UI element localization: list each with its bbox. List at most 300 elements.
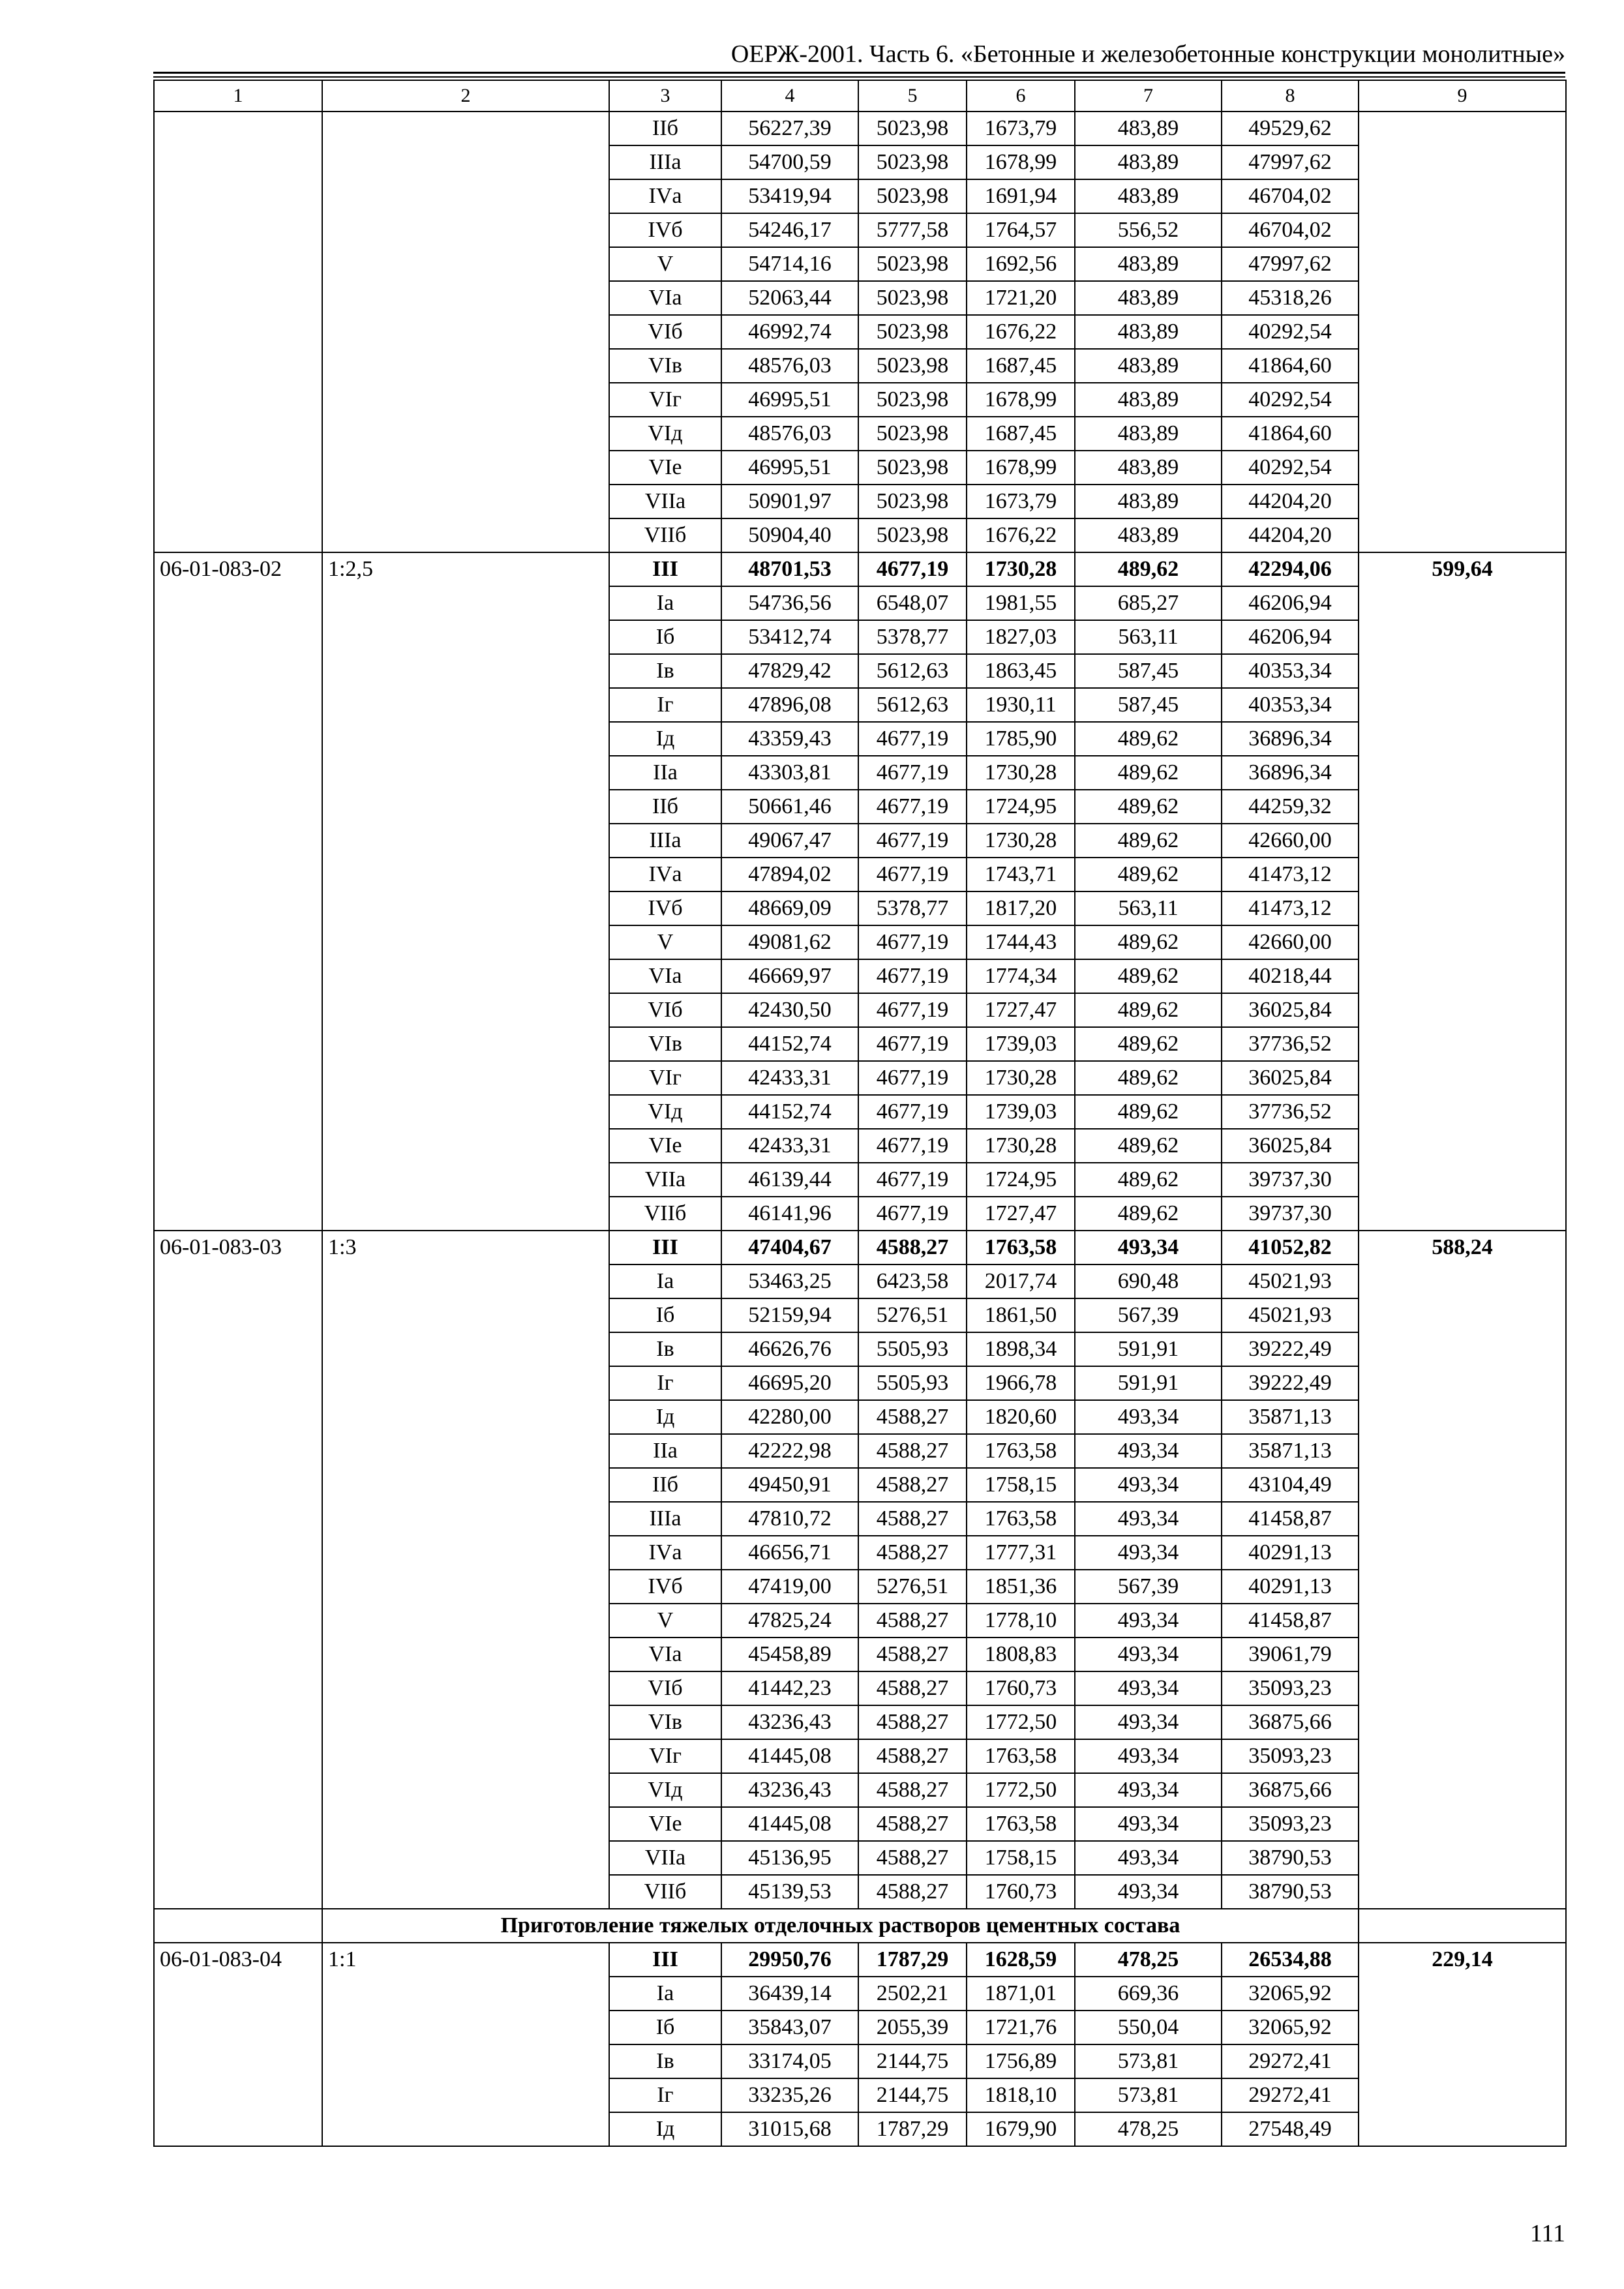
value-cell-c5: 4677,19 bbox=[858, 1061, 967, 1095]
value-cell-c5: 4677,19 bbox=[858, 858, 967, 891]
value-cell-c5: 1787,29 bbox=[858, 2112, 967, 2146]
zone-cell: IVа bbox=[609, 179, 721, 213]
value-cell-c7: 493,34 bbox=[1075, 1638, 1222, 1671]
zone-cell: VIIб bbox=[609, 1197, 721, 1231]
zone-cell: IIIа bbox=[609, 1502, 721, 1536]
value-cell-c7: 591,91 bbox=[1075, 1332, 1222, 1366]
ratio-cell bbox=[322, 112, 609, 552]
value-cell-c4: 41445,08 bbox=[721, 1739, 858, 1773]
value-cell-c7: 489,62 bbox=[1075, 1027, 1222, 1061]
value-cell-c7: 489,62 bbox=[1075, 1095, 1222, 1129]
value-cell-c6: 1817,20 bbox=[967, 891, 1075, 925]
value-cell-c5: 4588,27 bbox=[858, 1875, 967, 1909]
value-cell-c7: 483,89 bbox=[1075, 145, 1222, 179]
value-cell-c4: 36439,14 bbox=[721, 1977, 858, 2011]
value-cell-c7: 493,34 bbox=[1075, 1671, 1222, 1705]
value-cell-c6: 1730,28 bbox=[967, 1061, 1075, 1095]
value-cell-c8: 41458,87 bbox=[1222, 1502, 1359, 1536]
value-cell-c7: 591,91 bbox=[1075, 1366, 1222, 1400]
value-cell-c6: 1758,15 bbox=[967, 1841, 1075, 1875]
value-cell-c4: 48669,09 bbox=[721, 891, 858, 925]
value-cell-c6: 1678,99 bbox=[967, 145, 1075, 179]
value-cell-c8: 39061,79 bbox=[1222, 1638, 1359, 1671]
value-cell-c4: 44152,74 bbox=[721, 1027, 858, 1061]
value-cell-c7: 489,62 bbox=[1075, 858, 1222, 891]
value-cell-c4: 47825,24 bbox=[721, 1604, 858, 1638]
value-cell-c4: 50904,40 bbox=[721, 518, 858, 552]
value-cell-c5: 4677,19 bbox=[858, 993, 967, 1027]
zone-cell: Iб bbox=[609, 1298, 721, 1332]
zone-cell: Iа bbox=[609, 1264, 721, 1298]
value-cell-c8: 39222,49 bbox=[1222, 1366, 1359, 1400]
value-cell-c6: 1861,50 bbox=[967, 1298, 1075, 1332]
value-cell-c5: 5777,58 bbox=[858, 213, 967, 247]
value-cell-c7: 493,34 bbox=[1075, 1705, 1222, 1739]
rate-code-cell: 06-01-083-04 bbox=[154, 1943, 322, 2146]
value-cell-c5: 4588,27 bbox=[858, 1604, 967, 1638]
value-cell-c8: 32065,92 bbox=[1222, 2011, 1359, 2044]
value-cell-c5: 4588,27 bbox=[858, 1638, 967, 1671]
value-cell-c4: 49067,47 bbox=[721, 824, 858, 858]
zone-cell: Iд bbox=[609, 722, 721, 756]
zone-cell: IIб bbox=[609, 112, 721, 145]
value-cell-c4: 46995,51 bbox=[721, 383, 858, 417]
value-cell-c6: 1778,10 bbox=[967, 1604, 1075, 1638]
value-cell-c4: 46139,44 bbox=[721, 1163, 858, 1197]
value-cell-c6: 1774,34 bbox=[967, 959, 1075, 993]
value-cell-c7: 489,62 bbox=[1075, 1061, 1222, 1095]
value-cell-c5: 4588,27 bbox=[858, 1705, 967, 1739]
value-cell-c8: 39737,30 bbox=[1222, 1197, 1359, 1231]
value-cell-c6: 1827,03 bbox=[967, 620, 1075, 654]
value-cell-c4: 46141,96 bbox=[721, 1197, 858, 1231]
value-cell-c4: 43359,43 bbox=[721, 722, 858, 756]
value-cell-c5: 2144,75 bbox=[858, 2078, 967, 2112]
value-cell-c8: 41052,82 bbox=[1222, 1231, 1359, 1264]
value-cell-c7: 489,62 bbox=[1075, 993, 1222, 1027]
value-cell-c7: 573,81 bbox=[1075, 2078, 1222, 2112]
zone-cell: Iд bbox=[609, 1400, 721, 1434]
value-cell-c8: 27548,49 bbox=[1222, 2112, 1359, 2146]
zone-cell: Iд bbox=[609, 2112, 721, 2146]
value-cell-c7: 489,62 bbox=[1075, 1197, 1222, 1231]
value-cell-c7: 493,34 bbox=[1075, 1875, 1222, 1909]
value-cell-c8: 46206,94 bbox=[1222, 620, 1359, 654]
value-cell-c7: 483,89 bbox=[1075, 417, 1222, 451]
value-cell-c4: 53419,94 bbox=[721, 179, 858, 213]
value-cell-c4: 29950,76 bbox=[721, 1943, 858, 1977]
zone-cell: IVб bbox=[609, 891, 721, 925]
zone-cell: VIв bbox=[609, 1705, 721, 1739]
value-cell-c5: 5378,77 bbox=[858, 620, 967, 654]
value-cell-c7: 493,34 bbox=[1075, 1807, 1222, 1841]
value-cell-c7: 489,62 bbox=[1075, 790, 1222, 824]
value-cell-c8: 26534,88 bbox=[1222, 1943, 1359, 1977]
value-cell-c6: 1730,28 bbox=[967, 552, 1075, 586]
rate-code-cell: 06-01-083-03 bbox=[154, 1231, 322, 1909]
value-cell-c5: 4677,19 bbox=[858, 756, 967, 790]
value-cell-c5: 5612,63 bbox=[858, 654, 967, 688]
value-cell-c8: 40292,54 bbox=[1222, 383, 1359, 417]
value-cell-c4: 45458,89 bbox=[721, 1638, 858, 1671]
zone-cell: VIг bbox=[609, 1061, 721, 1095]
value-cell-c7: 493,34 bbox=[1075, 1604, 1222, 1638]
value-cell-c6: 1692,56 bbox=[967, 247, 1075, 281]
value-cell-c4: 54736,56 bbox=[721, 586, 858, 620]
value-cell-c8: 35871,13 bbox=[1222, 1434, 1359, 1468]
zone-cell: VIе bbox=[609, 1807, 721, 1841]
zone-cell: VIб bbox=[609, 1671, 721, 1705]
value-cell-c8: 35093,23 bbox=[1222, 1807, 1359, 1841]
value-cell-c7: 493,34 bbox=[1075, 1231, 1222, 1264]
value-cell-c6: 1777,31 bbox=[967, 1536, 1075, 1570]
value-cell-c5: 5276,51 bbox=[858, 1298, 967, 1332]
value-cell-c7: 669,36 bbox=[1075, 1977, 1222, 2011]
value-cell-c6: 1727,47 bbox=[967, 1197, 1075, 1231]
value-cell-c8: 47997,62 bbox=[1222, 247, 1359, 281]
value-cell-c8: 40292,54 bbox=[1222, 451, 1359, 485]
zone-cell: VIд bbox=[609, 417, 721, 451]
value-cell-c6: 1687,45 bbox=[967, 349, 1075, 383]
value-cell-c8: 46704,02 bbox=[1222, 213, 1359, 247]
value-cell-c6: 1743,71 bbox=[967, 858, 1075, 891]
value-cell-c6: 1730,28 bbox=[967, 1129, 1075, 1163]
value-cell-c7: 587,45 bbox=[1075, 654, 1222, 688]
table-body bbox=[154, 112, 1566, 2146]
value-cell-c7: 563,11 bbox=[1075, 620, 1222, 654]
value-cell-c8: 29272,41 bbox=[1222, 2044, 1359, 2078]
value-cell-c8: 38790,53 bbox=[1222, 1841, 1359, 1875]
col-number-4: 4 bbox=[721, 80, 858, 112]
value-cell-c6: 1820,60 bbox=[967, 1400, 1075, 1434]
value-cell-c7: 478,25 bbox=[1075, 2112, 1222, 2146]
value-cell-c8: 47997,62 bbox=[1222, 145, 1359, 179]
value-cell-c8: 36025,84 bbox=[1222, 993, 1359, 1027]
zone-cell: IVб bbox=[609, 213, 721, 247]
value-cell-c4: 46626,76 bbox=[721, 1332, 858, 1366]
value-cell-c5: 4588,27 bbox=[858, 1536, 967, 1570]
value-cell-c4: 42222,98 bbox=[721, 1434, 858, 1468]
zone-cell: V bbox=[609, 1604, 721, 1638]
value-cell-c5: 5023,98 bbox=[858, 179, 967, 213]
value-cell-c7: 489,62 bbox=[1075, 1129, 1222, 1163]
value-cell-c5: 5023,98 bbox=[858, 518, 967, 552]
value-cell-c6: 1871,01 bbox=[967, 1977, 1075, 2011]
value-cell-c7: 493,34 bbox=[1075, 1502, 1222, 1536]
value-cell-c7: 483,89 bbox=[1075, 179, 1222, 213]
value-cell-c8: 36875,66 bbox=[1222, 1705, 1359, 1739]
value-cell-c8: 29272,41 bbox=[1222, 2078, 1359, 2112]
value-cell-c7: 493,34 bbox=[1075, 1400, 1222, 1434]
value-cell-c6: 1863,45 bbox=[967, 654, 1075, 688]
value-cell-c7: 567,39 bbox=[1075, 1298, 1222, 1332]
value-cell-c5: 5612,63 bbox=[858, 688, 967, 722]
page-header-title: ОЕРЖ-2001. Часть 6. «Бетонные и железобетонные конструкции монолитные» bbox=[730, 40, 1565, 68]
value-cell-c7: 483,89 bbox=[1075, 349, 1222, 383]
value-cell-c8: 37736,52 bbox=[1222, 1095, 1359, 1129]
value-cell-c7: 573,81 bbox=[1075, 2044, 1222, 2078]
value-cell-c8: 37736,52 bbox=[1222, 1027, 1359, 1061]
value-cell-c4: 42433,31 bbox=[721, 1129, 858, 1163]
value-cell-c6: 1739,03 bbox=[967, 1027, 1075, 1061]
value-cell-c5: 5023,98 bbox=[858, 281, 967, 315]
value-cell-c4: 48576,03 bbox=[721, 417, 858, 451]
value-cell-c6: 1628,59 bbox=[967, 1943, 1075, 1977]
value-cell-c6: 1930,11 bbox=[967, 688, 1075, 722]
ratio-cell: 1:1 bbox=[322, 1943, 609, 2146]
value-cell-c4: 46992,74 bbox=[721, 315, 858, 349]
value-cell-c6: 2017,74 bbox=[967, 1264, 1075, 1298]
ratio-cell: 1:2,5 bbox=[322, 552, 609, 1231]
zone-cell: VIд bbox=[609, 1095, 721, 1129]
value-cell-c8: 44259,32 bbox=[1222, 790, 1359, 824]
value-cell-c4: 49081,62 bbox=[721, 925, 858, 959]
zone-cell: Iг bbox=[609, 1366, 721, 1400]
zone-cell: III bbox=[609, 552, 721, 586]
value-cell-c5: 2055,39 bbox=[858, 2011, 967, 2044]
value-cell-c4: 41442,23 bbox=[721, 1671, 858, 1705]
value-cell-c6: 1763,58 bbox=[967, 1434, 1075, 1468]
value-cell-c4: 33235,26 bbox=[721, 2078, 858, 2112]
value-cell-c5: 4677,19 bbox=[858, 722, 967, 756]
value-cell-c4: 33174,05 bbox=[721, 2044, 858, 2078]
value-cell-c6: 1678,99 bbox=[967, 383, 1075, 417]
table-row bbox=[154, 552, 1566, 586]
value-cell-c5: 4588,27 bbox=[858, 1671, 967, 1705]
value-cell-c4: 50901,97 bbox=[721, 485, 858, 518]
value-cell-c4: 42430,50 bbox=[721, 993, 858, 1027]
table-row bbox=[154, 112, 1566, 145]
table-row bbox=[154, 1231, 1566, 1264]
value-cell-c7: 489,62 bbox=[1075, 925, 1222, 959]
value-cell-c8: 41473,12 bbox=[1222, 858, 1359, 891]
value-cell-c4: 45139,53 bbox=[721, 1875, 858, 1909]
col-number-7: 7 bbox=[1075, 80, 1222, 112]
value-cell-c4: 49450,91 bbox=[721, 1468, 858, 1502]
value-cell-c5: 5023,98 bbox=[858, 451, 967, 485]
value-cell-c6: 1730,28 bbox=[967, 756, 1075, 790]
value-cell-c7: 489,62 bbox=[1075, 756, 1222, 790]
value-cell-c5: 4588,27 bbox=[858, 1400, 967, 1434]
value-cell-c6: 1678,99 bbox=[967, 451, 1075, 485]
value-cell-c4: 54714,16 bbox=[721, 247, 858, 281]
value-cell-c6: 1772,50 bbox=[967, 1773, 1075, 1807]
value-cell-c6: 1679,90 bbox=[967, 2112, 1075, 2146]
header-rule bbox=[153, 72, 1565, 74]
value-cell-c5: 5505,93 bbox=[858, 1366, 967, 1400]
zone-cell: VIб bbox=[609, 993, 721, 1027]
value-cell-c4: 46669,97 bbox=[721, 959, 858, 993]
zone-cell: Iб bbox=[609, 2011, 721, 2044]
value-cell-c7: 567,39 bbox=[1075, 1570, 1222, 1604]
zone-cell: Iв bbox=[609, 1332, 721, 1366]
zone-cell: IIIа bbox=[609, 145, 721, 179]
zone-cell: Iг bbox=[609, 2078, 721, 2112]
value-cell-c5: 5023,98 bbox=[858, 315, 967, 349]
value-cell-c7: 563,11 bbox=[1075, 891, 1222, 925]
value-cell-c5: 2502,21 bbox=[858, 1977, 967, 2011]
zone-cell: IIа bbox=[609, 756, 721, 790]
zone-cell: IVб bbox=[609, 1570, 721, 1604]
value-cell-c6: 1763,58 bbox=[967, 1739, 1075, 1773]
value-cell-c5: 2144,75 bbox=[858, 2044, 967, 2078]
value-cell-c8: 40353,34 bbox=[1222, 688, 1359, 722]
value-cell-c8: 46206,94 bbox=[1222, 586, 1359, 620]
value-cell-c8: 35871,13 bbox=[1222, 1400, 1359, 1434]
value-cell-c4: 54700,59 bbox=[721, 145, 858, 179]
value-cell-c4: 47404,67 bbox=[721, 1231, 858, 1264]
value-cell-c5: 5276,51 bbox=[858, 1570, 967, 1604]
value-cell-c5: 4677,19 bbox=[858, 790, 967, 824]
value-cell-c6: 1772,50 bbox=[967, 1705, 1075, 1739]
value-cell-c5: 4677,19 bbox=[858, 1027, 967, 1061]
value-cell-c7: 685,27 bbox=[1075, 586, 1222, 620]
value-cell-c8: 44204,20 bbox=[1222, 485, 1359, 518]
value-cell-c8: 46704,02 bbox=[1222, 179, 1359, 213]
zone-cell: VIа bbox=[609, 281, 721, 315]
value-cell-c6: 1739,03 bbox=[967, 1095, 1075, 1129]
value-cell-c6: 1818,10 bbox=[967, 2078, 1075, 2112]
value-cell-c7: 550,04 bbox=[1075, 2011, 1222, 2044]
value-cell-c4: 53463,25 bbox=[721, 1264, 858, 1298]
value-cell-c5: 1787,29 bbox=[858, 1943, 967, 1977]
value-cell-c4: 46656,71 bbox=[721, 1536, 858, 1570]
value-cell-c7: 493,34 bbox=[1075, 1434, 1222, 1468]
value-cell-c7: 690,48 bbox=[1075, 1264, 1222, 1298]
value-cell-c5: 4588,27 bbox=[858, 1773, 967, 1807]
value-cell-c6: 1676,22 bbox=[967, 518, 1075, 552]
value-cell-c5: 4677,19 bbox=[858, 959, 967, 993]
zone-cell: Iа bbox=[609, 1977, 721, 2011]
zone-cell: V bbox=[609, 925, 721, 959]
total-value-cell bbox=[1359, 112, 1566, 552]
value-cell-c8: 41864,60 bbox=[1222, 349, 1359, 383]
value-cell-c8: 36875,66 bbox=[1222, 1773, 1359, 1807]
rate-code-cell: 06-01-083-02 bbox=[154, 552, 322, 1231]
value-cell-c4: 56227,39 bbox=[721, 112, 858, 145]
zone-cell: VIIа bbox=[609, 1841, 721, 1875]
value-cell-c8: 40291,13 bbox=[1222, 1536, 1359, 1570]
zone-cell: IIб bbox=[609, 790, 721, 824]
header-rule-thin bbox=[153, 76, 1565, 78]
value-cell-c6: 1744,43 bbox=[967, 925, 1075, 959]
value-cell-c4: 52159,94 bbox=[721, 1298, 858, 1332]
value-cell-c6: 1724,95 bbox=[967, 790, 1075, 824]
value-cell-c8: 42294,06 bbox=[1222, 552, 1359, 586]
value-cell-c8: 36025,84 bbox=[1222, 1061, 1359, 1095]
col-number-6: 6 bbox=[967, 80, 1075, 112]
value-cell-c8: 45021,93 bbox=[1222, 1264, 1359, 1298]
zone-cell: IIб bbox=[609, 1468, 721, 1502]
value-cell-c4: 42280,00 bbox=[721, 1400, 858, 1434]
value-cell-c4: 43303,81 bbox=[721, 756, 858, 790]
value-cell-c5: 4588,27 bbox=[858, 1502, 967, 1536]
value-cell-c8: 43104,49 bbox=[1222, 1468, 1359, 1502]
value-cell-c6: 1763,58 bbox=[967, 1502, 1075, 1536]
value-cell-c8: 42660,00 bbox=[1222, 925, 1359, 959]
zone-cell: VIв bbox=[609, 1027, 721, 1061]
value-cell-c7: 587,45 bbox=[1075, 688, 1222, 722]
zone-cell: VIIб bbox=[609, 1875, 721, 1909]
value-cell-c8: 38790,53 bbox=[1222, 1875, 1359, 1909]
value-cell-c4: 47810,72 bbox=[721, 1502, 858, 1536]
value-cell-c7: 493,34 bbox=[1075, 1739, 1222, 1773]
value-cell-c5: 5023,98 bbox=[858, 485, 967, 518]
section-spacer-cell bbox=[154, 1909, 322, 1943]
value-cell-c6: 1721,76 bbox=[967, 2011, 1075, 2044]
value-cell-c8: 41864,60 bbox=[1222, 417, 1359, 451]
value-cell-c8: 36896,34 bbox=[1222, 722, 1359, 756]
value-cell-c4: 52063,44 bbox=[721, 281, 858, 315]
value-cell-c7: 483,89 bbox=[1075, 247, 1222, 281]
ratio-cell: 1:3 bbox=[322, 1231, 609, 1909]
value-cell-c4: 50661,46 bbox=[721, 790, 858, 824]
value-cell-c5: 5023,98 bbox=[858, 112, 967, 145]
value-cell-c5: 5023,98 bbox=[858, 383, 967, 417]
value-cell-c8: 45318,26 bbox=[1222, 281, 1359, 315]
value-cell-c8: 39737,30 bbox=[1222, 1163, 1359, 1197]
value-cell-c4: 53412,74 bbox=[721, 620, 858, 654]
value-cell-c5: 4677,19 bbox=[858, 552, 967, 586]
value-cell-c7: 493,34 bbox=[1075, 1841, 1222, 1875]
zone-cell: III bbox=[609, 1231, 721, 1264]
value-cell-c4: 54246,17 bbox=[721, 213, 858, 247]
value-cell-c8: 40291,13 bbox=[1222, 1570, 1359, 1604]
value-cell-c7: 483,89 bbox=[1075, 383, 1222, 417]
value-cell-c8: 36896,34 bbox=[1222, 756, 1359, 790]
value-cell-c5: 6423,58 bbox=[858, 1264, 967, 1298]
value-cell-c6: 1785,90 bbox=[967, 722, 1075, 756]
value-cell-c6: 1760,73 bbox=[967, 1875, 1075, 1909]
value-cell-c8: 45021,93 bbox=[1222, 1298, 1359, 1332]
rate-code-cell bbox=[154, 112, 322, 552]
col-number-9: 9 bbox=[1359, 80, 1566, 112]
value-cell-c8: 41473,12 bbox=[1222, 891, 1359, 925]
value-cell-c6: 1724,95 bbox=[967, 1163, 1075, 1197]
total-value-cell: 588,24 bbox=[1359, 1231, 1566, 1909]
value-cell-c5: 6548,07 bbox=[858, 586, 967, 620]
value-cell-c8: 40218,44 bbox=[1222, 959, 1359, 993]
zone-cell: Iа bbox=[609, 586, 721, 620]
value-cell-c6: 1966,78 bbox=[967, 1366, 1075, 1400]
value-cell-c7: 478,25 bbox=[1075, 1943, 1222, 1977]
value-cell-c6: 1691,94 bbox=[967, 179, 1075, 213]
value-cell-c4: 46995,51 bbox=[721, 451, 858, 485]
col-number-5: 5 bbox=[858, 80, 967, 112]
value-cell-c6: 1673,79 bbox=[967, 112, 1075, 145]
value-cell-c6: 1721,20 bbox=[967, 281, 1075, 315]
zone-cell: VIIб bbox=[609, 518, 721, 552]
value-cell-c6: 1687,45 bbox=[967, 417, 1075, 451]
value-cell-c8: 42660,00 bbox=[1222, 824, 1359, 858]
value-cell-c6: 1808,83 bbox=[967, 1638, 1075, 1671]
zone-cell: VIIа bbox=[609, 485, 721, 518]
value-cell-c4: 47419,00 bbox=[721, 1570, 858, 1604]
section-spacer-cell bbox=[1359, 1909, 1566, 1943]
section-title: Приготовление тяжелых отделочных растворов цементных состава bbox=[322, 1909, 1359, 1943]
value-cell-c7: 483,89 bbox=[1075, 485, 1222, 518]
col-number-8: 8 bbox=[1222, 80, 1359, 112]
col-number-3: 3 bbox=[609, 80, 721, 112]
value-cell-c4: 48576,03 bbox=[721, 349, 858, 383]
value-cell-c6: 1763,58 bbox=[967, 1807, 1075, 1841]
value-cell-c5: 4677,19 bbox=[858, 925, 967, 959]
value-cell-c4: 47829,42 bbox=[721, 654, 858, 688]
value-cell-c4: 45136,95 bbox=[721, 1841, 858, 1875]
zone-cell: III bbox=[609, 1943, 721, 1977]
value-cell-c8: 40292,54 bbox=[1222, 315, 1359, 349]
value-cell-c5: 4677,19 bbox=[858, 1095, 967, 1129]
